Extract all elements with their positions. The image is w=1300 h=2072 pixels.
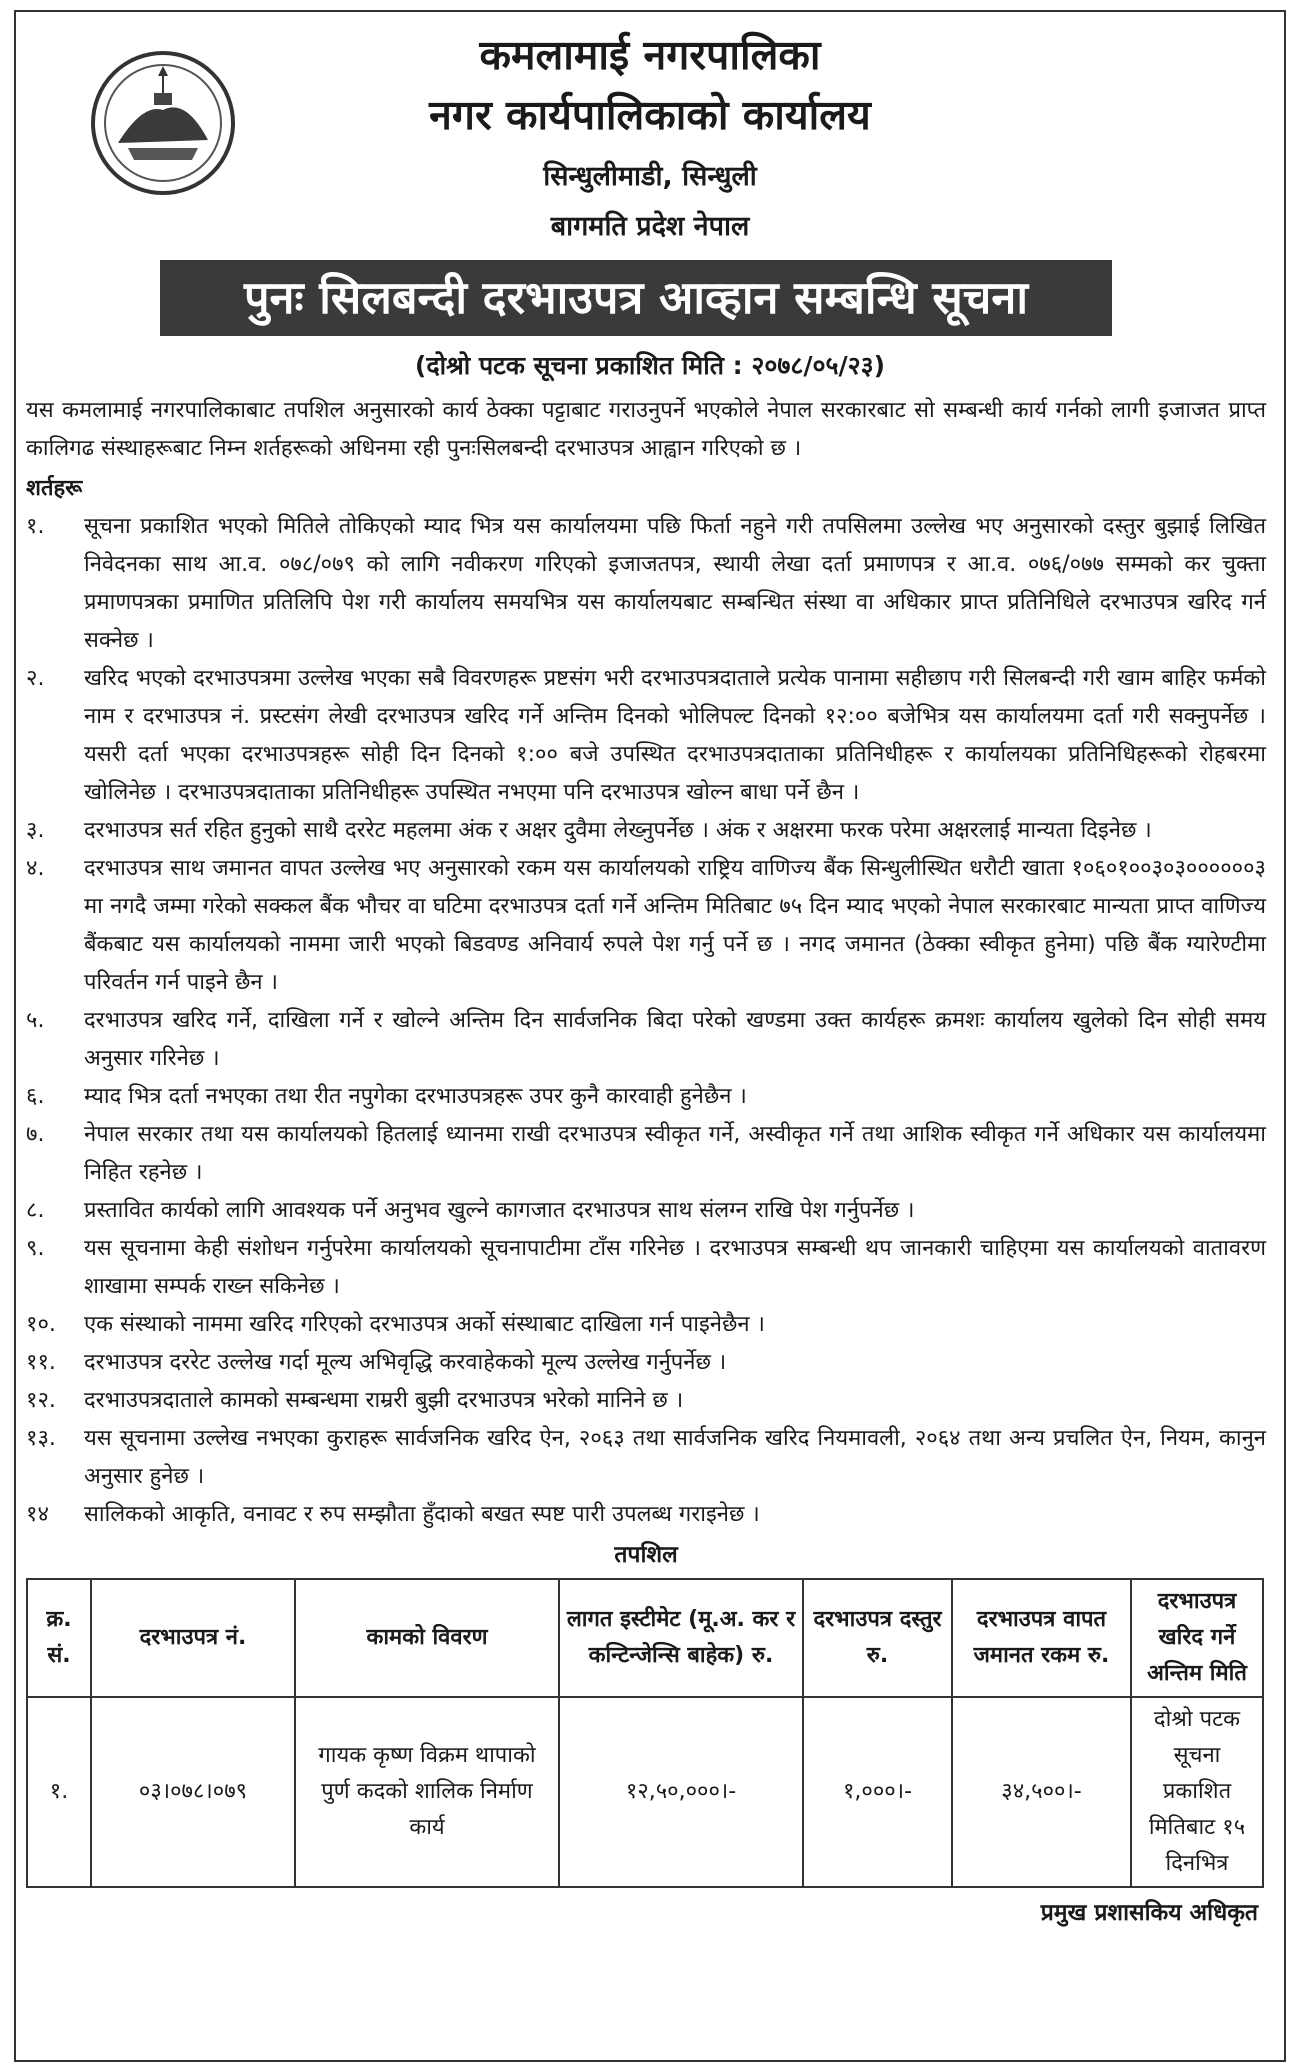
condition-item <box>26 1420 1266 1496</box>
cell-estimate: १२,५०,०००।- <box>559 1697 803 1887</box>
condition-text: यस सूचनामा उल्लेख नभएका कुराहरू सार्वजनिक खरिद ऐन, २०६३ तथा सार्वजनिक खरिद नियमावली, २०६४ तथा अन्य प्रचलित ऐन, नियम, कानुन अनुसार हुनेछ । <box>84 1426 1266 1489</box>
condition-number: ११. <box>26 1350 56 1375</box>
table-header-row <box>27 1579 1263 1697</box>
cell-deposit: ३४,५००।- <box>952 1697 1131 1887</box>
condition-item <box>26 1230 1266 1306</box>
condition-item <box>26 508 1266 660</box>
col-header-sn: क्र. सं. <box>27 1579 91 1697</box>
table-row <box>27 1697 1263 1887</box>
condition-text: म्याद भित्र दर्ता नभएका तथा रीत नपुगेका दरभाउपत्रहरू उपर कुनै कारवाही हुनेछैन । <box>84 1084 747 1109</box>
schedule-heading: तपशिल <box>614 1542 678 1568</box>
condition-number: १. <box>26 514 45 539</box>
col-header-deposit: दरभाउपत्र वापत जमानत रकम रु. <box>952 1579 1131 1697</box>
notice-title: पुनः सिलबन्दी दरभाउपत्र आव्हान सम्बन्धि सूचना <box>160 260 1112 336</box>
condition-text: दरभाउपत्र सर्त रहित हुनुको साथै दररेट महलमा अंक र अक्षर दुवैमा लेख्नुपर्नेछ । अंक र अक्षरमा फरक परेमा अक्षरलाई मान्यता दिइनेछ । <box>84 818 1152 843</box>
condition-number: १४ <box>26 1502 49 1527</box>
schedule-table <box>26 1578 1264 1888</box>
cell-bid-no: ०३।०७८।०७९ <box>91 1697 295 1887</box>
condition-item <box>26 1306 1266 1344</box>
condition-number: ६. <box>26 1084 45 1109</box>
col-header-estimate: लागत इस्टीमेट (मू.अ. कर र कन्टिन्जेन्सि बाहेक) रु. <box>559 1579 803 1697</box>
condition-text: दरभाउपत्र खरिद गर्ने, दाखिला गर्ने र खोल्ने अन्तिम दिन सार्वजनिक बिदा परेको खण्डमा उक्त कार्यहरू क्रमशः कार्यालय खुलेको दिन सोही समय अनुसार गरिनेछ । <box>84 1008 1266 1071</box>
condition-text: यस सूचनामा केही संशोधन गर्नुपरेमा कार्यालयको सूचनापाटीमा टाँस गरिनेछ । दरभाउपत्र सम्बन्धी थप जानकारी चाहिएमा यस कार्यालयको वातावरण शाखामा सम्पर्क राख्न सकिनेछ । <box>84 1236 1266 1299</box>
condition-item <box>26 1192 1266 1230</box>
condition-number: १०. <box>26 1312 56 1337</box>
publish-date: (दोश्रो पटक सूचना प्रकाशित मिति : २०७८/०५/२३) <box>414 351 886 380</box>
condition-number: ३. <box>26 818 45 843</box>
condition-text: दरभाउपत्र साथ जमानत वापत उल्लेख भए अनुसारको रकम यस कार्यालयको राष्ट्रिय वाणिज्य बैंक सिन्धुलीस्थित धरौटी खाता १०६०१००३०३००००००३ मा नगदै जम्मा गरेको सक्कल बैंक भौचर वा घटिमा दरभाउपत्र दर्ता गर्ने अन्तिम मितिबाट ७५ दिन म्याद भएको नेपाल सरकारबाट मान्यता प्राप्त वाणिज्य बैंकबाट यस कार्यालयको नाममा जारी भएको बिडवण्ड अनिवार्य रुपले पेश गर्नु पर्ने छ । नगद जमानत (ठेक्का स्वीकृत हुनेमा) पछि बैंक ग्यारेण्टीमा परिवर्तन गर्न पाइने छैन । <box>84 856 1266 995</box>
office-name: नगर कार्यपालिकाको कार्यालय <box>429 91 871 139</box>
condition-number: ४. <box>26 856 45 881</box>
condition-text: प्रस्तावित कार्यको लागि आवश्यक पर्ने अनुभव खुल्ने कागजात दरभाउपत्र साथ संलग्न राखि पेश गर्नुपर्नेछ । <box>84 1198 915 1223</box>
cell-fee: १,०००।- <box>803 1697 952 1887</box>
condition-item <box>26 1116 1266 1192</box>
condition-item <box>26 660 1266 812</box>
condition-text: दरभाउपत्रदाताले कामको सम्बन्धमा राम्ररी बुझी दरभाउपत्र भरेको मानिने छ । <box>84 1388 684 1413</box>
province-name: बागमति प्रदेश नेपाल <box>550 211 750 242</box>
condition-number: ७. <box>26 1122 45 1147</box>
condition-item <box>26 812 1266 850</box>
col-header-deadline: दरभाउपत्र खरिद गर्ने अन्तिम मिति <box>1131 1579 1263 1697</box>
office-location: सिन्धुलीमाडी, सिन्धुली <box>543 161 757 192</box>
condition-text: सूचना प्रकाशित भएको मितिले तोकिएको म्याद भित्र यस कार्यालयमा पछि फिर्ता नहुने गरी तपसिलमा उल्लेख भए अनुसारको दस्तुर बुझाई लिखित निवेदनका साथ आ.व. ०७८/०७९ को लागि नवीकरण गरिएको इजाजतपत्र, स्थायी लेखा दर्ता प्रमाणपत्र र आ.व. ०७६/०७७ सम्मको कर चुक्ता प्रमाणपत्रका प्रमाणित प्रतिलिपि पेश गरी कार्यालय समयभित्र यस कार्यालयबाट सम्बन्धित संस्था वा अधिकार प्राप्त प्रतिनिधिले दरभाउपत्र खरिद गर्न सक्नेछ । <box>84 514 1266 653</box>
condition-number: १२. <box>26 1388 56 1413</box>
condition-item <box>26 1002 1266 1078</box>
condition-number: ८. <box>26 1198 45 1223</box>
condition-text: नेपाल सरकार तथा यस कार्यालयको हितलाई ध्यानमा राखी दरभाउपत्र स्वीकृत गर्ने, अस्वीकृत गर्ने तथा आशिक स्वीकृत गर्ने अधिकार यस कार्यालयमा निहित रहनेछ । <box>84 1122 1266 1185</box>
col-header-description: कामको विवरण <box>295 1579 559 1697</box>
cell-deadline: दोश्रो पटक सूचना प्रकाशित मितिबाट १५ दिनभित्र <box>1131 1697 1263 1887</box>
intro-paragraph: यस कमलामाई नगरपालिकाबाट तपशिल अनुसारको कार्य ठेक्का पट्टाबाट गराउनुपर्ने भएकोले नेपाल सरकारबाट सो सम्बन्धी कार्य गर्नको लागी इजाजत प्राप्त कालिगढ संस्थाहरूबाट निम्न शर्तहरूको अधिनमा रही पुनःसिलबन्दी दरभाउपत्र आह्वान गरिएको छ । <box>26 398 1266 461</box>
org-name: कमलामाई नगरपालिका <box>479 31 821 79</box>
col-header-bid-no: दरभाउपत्र नं. <box>91 1579 295 1697</box>
condition-item <box>26 1078 1266 1116</box>
cell-sn: १. <box>27 1697 91 1887</box>
cell-description: गायक कृष्ण विक्रम थापाको पुर्ण कदको शालिक निर्माण कार्य <box>295 1697 559 1887</box>
col-header-fee: दरभाउपत्र दस्तुर रु. <box>803 1579 952 1697</box>
conditions-heading: शर्तहरू <box>26 476 83 501</box>
condition-text: एक संस्थाको नाममा खरिद गरिएको दरभाउपत्र अर्को संस्थाबाट दाखिला गर्न पाइनेछैन । <box>84 1312 765 1337</box>
notice-body <box>26 392 1266 1932</box>
condition-number: २. <box>26 666 45 691</box>
condition-item <box>26 1344 1266 1382</box>
condition-item <box>26 850 1266 1002</box>
condition-number: ५. <box>26 1008 45 1033</box>
condition-number: ९. <box>26 1236 45 1261</box>
condition-text: खरिद भएको दरभाउपत्रमा उल्लेख भएका सबै विवरणहरू प्रष्टसंग भरी दरभाउपत्रदाताले प्रत्येक पानामा सहीछाप गरी सिलबन्दी गरी खाम बाहिर फर्मको नाम र दरभाउपत्र नं. प्रस्टसंग लेखी दरभाउपत्र खरिद गर्ने अन्तिम दिनको भोलिपल्ट दिनको १२:०० बजेभित्र यस कार्यालयमा दर्ता गरी सक्नुपर्नेछ । यसरी दर्ता भएका दरभाउपत्रहरू सोही दिन दिनको १:०० बजे उपस्थित दरभाउपत्रदाताका प्रतिनिधीहरू र कार्यालयका प्रतिनिधिहरूको रोहबरमा खोलिनेछ । दरभाउपत्रदाताका प्रतिनिधीहरू उपस्थित नभएमा पनि दरभाउपत्र खोल्न बाधा पर्ने छैन । <box>84 666 1266 805</box>
condition-text: सालिकको आकृति, वनावट र रुप सम्झौता हुँदाको बखत स्पष्ट पारी उपलब्ध गराइनेछ । <box>84 1502 760 1527</box>
condition-item <box>26 1496 1266 1534</box>
signatory: प्रमुख प्रशासकिय अधिकृत <box>1040 1900 1258 1926</box>
condition-text: दरभाउपत्र दररेट उल्लेख गर्दा मूल्य अभिवृद्धि करवाहेकको मूल्य उल्लेख गर्नुपर्नेछ । <box>84 1350 727 1375</box>
condition-item <box>26 1382 1266 1420</box>
condition-number: १३. <box>26 1426 56 1451</box>
